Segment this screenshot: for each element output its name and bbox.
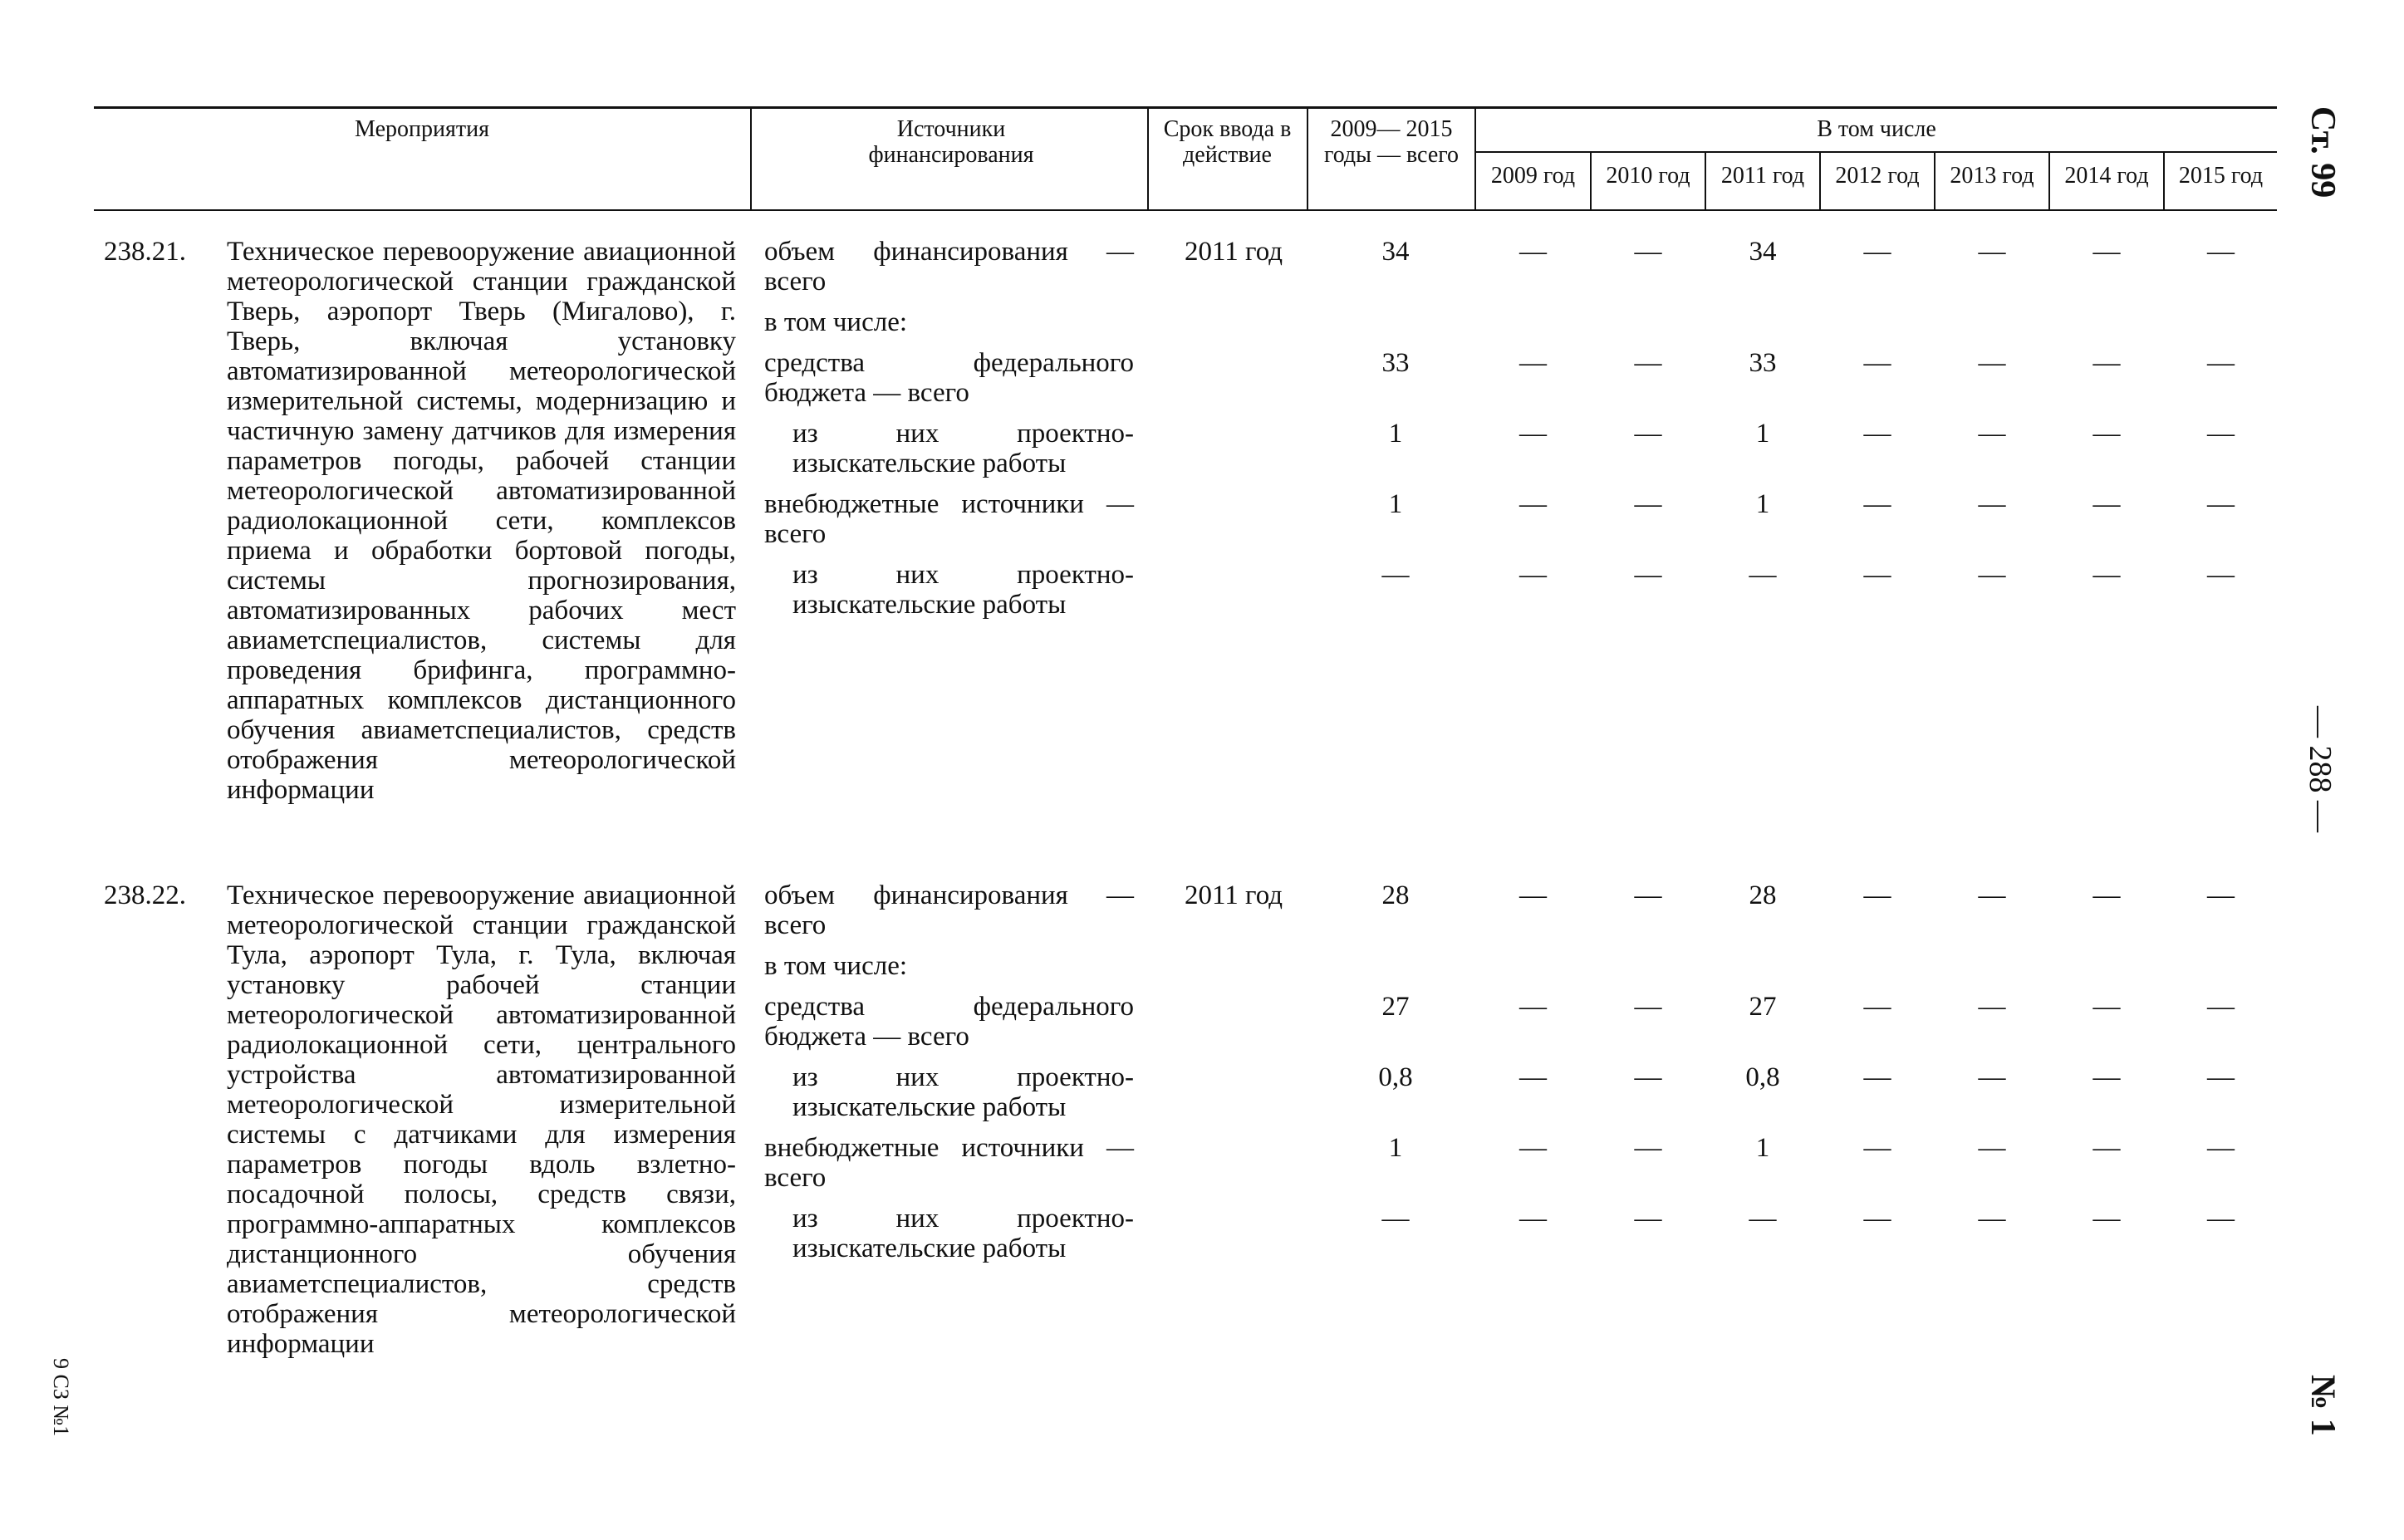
value-2009: — [1519, 1204, 1547, 1233]
value-2015: — [2207, 419, 2235, 449]
value-2014: — [2092, 489, 2121, 519]
issue-number: № 1 [2303, 1375, 2342, 1436]
total-value: — [1381, 1204, 1410, 1233]
value-2010: — [1634, 1204, 1662, 1233]
header-bottom-rule [94, 209, 2277, 211]
value-2011: 1 [1755, 489, 1770, 519]
value-2012: — [1863, 419, 1891, 449]
incl-rule [1474, 151, 2277, 153]
source-total: объем финансирования — всего [764, 237, 1134, 297]
value-2012: — [1863, 560, 1891, 590]
value-2009: — [1519, 560, 1547, 590]
value-2010: — [1634, 489, 1662, 519]
value-2009: — [1519, 489, 1547, 519]
col-rule-3 [1307, 106, 1308, 211]
entry-number: 238.22. [104, 880, 186, 910]
value-2012: — [1863, 1062, 1891, 1092]
value-2011: 28 [1749, 880, 1777, 910]
value-2014: — [2092, 348, 2121, 378]
entry-term: 2011 год [1184, 880, 1283, 910]
total-value: 28 [1381, 880, 1410, 910]
value-2009: — [1519, 237, 1547, 267]
value-2009: — [1519, 1062, 1547, 1092]
value-2013: — [1978, 489, 2006, 519]
entry-number: 238.21. [104, 237, 186, 267]
value-2011: 1 [1755, 1133, 1770, 1163]
value-2009: — [1519, 992, 1547, 1022]
value-2014: — [2092, 419, 2121, 449]
total-value: 33 [1381, 348, 1410, 378]
value-2014: — [2092, 560, 2121, 590]
source-total: объем финансирования — всего [764, 880, 1134, 940]
value-2010: — [1634, 880, 1662, 910]
value-2015: — [2207, 560, 2235, 590]
header-total: 2009— 2015 годы — всего [1323, 116, 1460, 168]
value-2011: 27 [1749, 992, 1777, 1022]
year-2014: 2014 год [2064, 163, 2149, 189]
value-2009: — [1519, 348, 1547, 378]
value-2010: — [1634, 237, 1662, 267]
value-2011: 33 [1749, 348, 1777, 378]
value-2012: — [1863, 237, 1891, 267]
source-extrabudget-design: из них проектно-изыскательские работы [792, 560, 1134, 620]
value-2010: — [1634, 1133, 1662, 1163]
value-2014: — [2092, 1133, 2121, 1163]
value-2010: — [1634, 992, 1662, 1022]
year-2011: 2011 год [1720, 163, 1805, 189]
total-value: 34 [1381, 237, 1410, 267]
sheet-mark: 9 СЗ №1 [49, 1358, 73, 1437]
value-2009: — [1519, 419, 1547, 449]
value-2013: — [1978, 1204, 2006, 1233]
value-2011: 0,8 [1745, 1062, 1780, 1092]
value-2011: 1 [1755, 419, 1770, 449]
value-2013: — [1978, 1133, 2006, 1163]
header-term: Срок ввода в действие [1163, 116, 1292, 168]
page-reference: Ст. 99 [2303, 106, 2342, 199]
value-2010: — [1634, 348, 1662, 378]
total-value: 1 [1388, 1133, 1403, 1163]
value-2014: — [2092, 237, 2121, 267]
total-value: 1 [1388, 489, 1403, 519]
value-2015: — [2207, 1062, 2235, 1092]
source-federal: средства федерального бюджета — всего [764, 348, 1134, 408]
value-2012: — [1863, 880, 1891, 910]
year-2010: 2010 год [1606, 163, 1690, 189]
incl-label: в том числе: [764, 307, 908, 337]
value-2013: — [1978, 348, 2006, 378]
value-2015: — [2207, 348, 2235, 378]
source-federal: средства федерального бюджета — всего [764, 992, 1134, 1052]
value-2014: — [2092, 1204, 2121, 1233]
entry-description: Техническое перевооружение авиационной метеорологической станции гражданской Тула, аэропорт Тула, г. Тула, включая установку рабочей станции метеорологической автоматизированной радиолокационной сети, центрального устройства автоматизированной метеорологической измерительной системы с датчиками для измерения параметров погоды вдоль взлетно-посадочной полосы, средств связи, программно-аппаратных комплексов дистанционного обучения авиаметспециалистов, средств отображения метеорологической информации [227, 880, 736, 1359]
value-2012: — [1863, 489, 1891, 519]
year-2015: 2015 год [2178, 163, 2264, 189]
value-2015: — [2207, 489, 2235, 519]
incl-label: в том числе: [764, 951, 908, 981]
value-2009: — [1519, 1133, 1547, 1163]
header-measures: Мероприятия [355, 116, 489, 142]
value-2014: — [2092, 992, 2121, 1022]
value-2014: — [2092, 1062, 2121, 1092]
header-sources: Источники финансирования [868, 116, 1034, 168]
value-2013: — [1978, 560, 2006, 590]
value-2012: — [1863, 992, 1891, 1022]
value-2015: — [2207, 880, 2235, 910]
value-2015: — [2207, 1133, 2235, 1163]
header-top-rule [94, 106, 2277, 109]
source-federal-design: из них проектно-изыскательские работы [792, 419, 1134, 478]
value-2015: — [2207, 237, 2235, 267]
entry-term: 2011 год [1184, 237, 1283, 267]
source-extrabudget: внебюджетные источники — всего [764, 489, 1134, 549]
value-2011: 34 [1749, 237, 1777, 267]
value-2012: — [1863, 348, 1891, 378]
value-2014: — [2092, 880, 2121, 910]
value-2013: — [1978, 419, 2006, 449]
value-2009: — [1519, 880, 1547, 910]
value-2011: — [1749, 560, 1777, 590]
page-number: — 288 — [2303, 706, 2338, 832]
value-2015: — [2207, 1204, 2235, 1233]
year-2012: 2012 год [1835, 163, 1920, 189]
total-value: 0,8 [1378, 1062, 1413, 1092]
col-rule-2 [1147, 106, 1149, 211]
source-extrabudget: внебюджетные источники — всего [764, 1133, 1134, 1193]
total-value: 27 [1381, 992, 1410, 1022]
source-extrabudget-design: из них проектно-изыскательские работы [792, 1204, 1134, 1263]
total-value: — [1381, 560, 1410, 590]
value-2013: — [1978, 992, 2006, 1022]
value-2010: — [1634, 1062, 1662, 1092]
value-2013: — [1978, 880, 2006, 910]
total-value: 1 [1388, 419, 1403, 449]
value-2012: — [1863, 1204, 1891, 1233]
value-2012: — [1863, 1133, 1891, 1163]
value-2013: — [1978, 237, 2006, 267]
year-2013: 2013 год [1950, 163, 2034, 189]
col-rule-1 [750, 106, 752, 211]
value-2010: — [1634, 560, 1662, 590]
year-2009: 2009 год [1490, 163, 1576, 189]
header-incl: В том числе [1817, 116, 1936, 142]
source-federal-design: из них проектно-изыскательские работы [792, 1062, 1134, 1122]
value-2011: — [1749, 1204, 1777, 1233]
value-2013: — [1978, 1062, 2006, 1092]
entry-description: Техническое перевооружение авиационной метеорологической станции гражданской Тверь, аэропорт Тверь (Мигалово), г. Тверь, включая установку автоматизированной метеорологической измерительной системы, модернизацию и частичную замену датчиков для измерения параметров погоды, рабочей станции метеорологической автоматизированной радиолокационной сети, комплексов приема и обработки бортовой погоды, системы прогнозирования, автоматизированных рабочих мест авиаметспециалистов, системы для проведения брифинга, программно-аппаратных комплексов дистанционного обучения авиаметспециалистов, средств отображения метеорологической информации [227, 237, 736, 805]
value-2015: — [2207, 992, 2235, 1022]
value-2010: — [1634, 419, 1662, 449]
